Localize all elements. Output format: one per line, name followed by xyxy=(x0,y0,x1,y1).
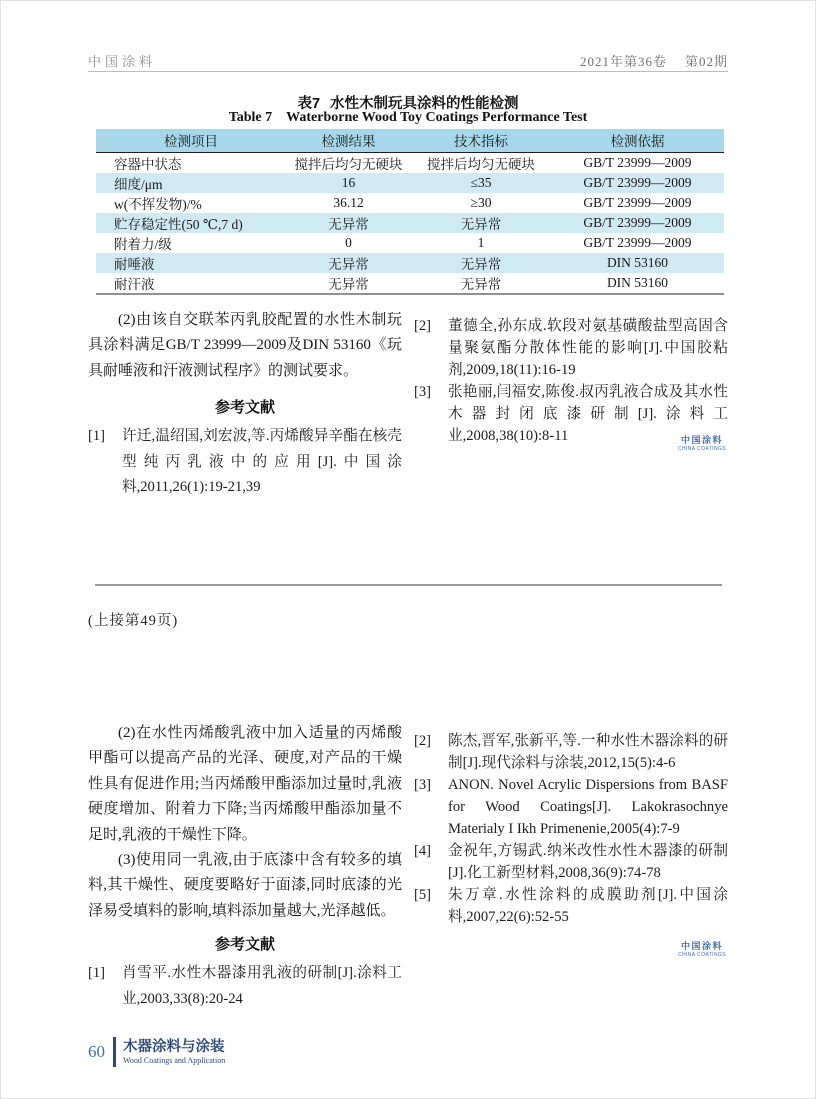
reference-text: 许迁,温绍国,刘宏波,等.丙烯酸异辛酯在核壳型纯丙乳液中的应用[J].中国涂料,2011,26(1):19-21,39 xyxy=(122,428,402,496)
section2-left-column xyxy=(88,721,402,1012)
references-heading: 参考文献 xyxy=(214,936,275,954)
reference-text: 张艳丽,闫福安,陈俊.叔丙乳液合成及其水性木器封闭底漆研制[J].涂料工业,2008,38(10):8-11 xyxy=(448,384,728,444)
table-cell: 1 xyxy=(477,234,485,250)
reference-number: [5] xyxy=(414,887,432,903)
section1-left-column xyxy=(88,308,402,500)
reference-item xyxy=(88,424,402,500)
reference-number: [1] xyxy=(88,965,106,982)
table-row xyxy=(96,253,724,273)
conclusion-paragraph-3: (3)使用同一乳液,由于底漆中含有较多的填料,其干燥性、硬度要略好于面漆,同时底漆的光泽易受填料的影响,填料添加量越大,光泽越低。 xyxy=(88,852,402,919)
table-number-en: Table 7 xyxy=(228,110,273,125)
reference-item xyxy=(414,730,728,774)
reference-text: ANON. Novel Acrylic Dispersions from BASF for Wood Coatings[J]. Lakokrasochnye Materialy I Ikh Primenenie,2005(4):7-9 xyxy=(448,777,728,837)
table-cell: GB/T 23999—2009 xyxy=(583,194,692,210)
reference-text: 朱万章.水性涂料的成膜助剂[J].中国涂料,2007,22(6):52-55 xyxy=(448,887,728,925)
reference-number: [2] xyxy=(414,318,432,334)
table-cell: 耐汗液 xyxy=(114,276,155,292)
table-cell: 附着力/级 xyxy=(114,236,172,252)
col-header: 检测项目 xyxy=(96,129,286,152)
performance-table-wrap xyxy=(96,129,724,295)
conclusion-paragraph-2: (2)在水性丙烯酸乳液中加入适量的丙烯酸甲酯可以提高产品的光泽、硬度,对产品的干燥性具有促进作用;当丙烯酸甲酯添加过量时,乳液硬度增加、附着力下降;当丙烯酸甲酯添加量不足时,乳液的干燥性下降。 xyxy=(88,725,402,843)
reference-item xyxy=(414,884,728,928)
table-cell: 无异常 xyxy=(411,213,551,233)
table-cell: 36.12 xyxy=(333,194,364,210)
table-cell: 无异常 xyxy=(328,276,369,292)
article-divider-rule xyxy=(95,584,722,586)
table-cell: 无异常 xyxy=(460,276,502,292)
footer-divider-bar xyxy=(113,1037,116,1067)
logo-text-cn: 中国涂料 xyxy=(680,435,723,445)
table-cell: 细度/μm xyxy=(96,173,286,193)
table-cell: DIN 53160 xyxy=(551,253,724,273)
table-cell: ≤35 xyxy=(411,173,551,193)
reference-text: 董德全,孙东成.软段对氨基磺酸盐型高固含量聚氨酯分散体性能的影响[J].中国胶粘剂,2009,18(11):16-19 xyxy=(448,318,728,378)
continuation-note: (上接第49页) xyxy=(88,613,179,629)
logo-text-cn: 中国涂料 xyxy=(680,941,723,951)
table-cell: w(不挥发物)/% xyxy=(114,196,202,212)
table-cell: ≥30 xyxy=(470,194,492,210)
reference-item xyxy=(414,840,728,884)
reference-text: 金祝年,方锡武.纳米改性水性木器漆的研制[J].化工新型材料,2008,36(9):74-78 xyxy=(448,843,728,881)
reference-number: [2] xyxy=(414,733,432,749)
table-cell: GB/T 23999—2009 xyxy=(583,154,692,170)
logo-text-en: CHINA COATINGS xyxy=(677,952,726,958)
reference-item xyxy=(414,774,728,840)
table-cell: 搅拌后均匀无硬块 xyxy=(427,156,535,172)
table-title-en xyxy=(88,110,728,126)
table-cell: GB/T 23999—2009 xyxy=(583,234,692,250)
reference-number: [1] xyxy=(88,428,106,445)
table-row xyxy=(96,273,724,294)
table-cell: 0 xyxy=(345,234,352,250)
volume-label: 2021年第36卷 xyxy=(579,54,667,69)
china-coatings-logo xyxy=(674,436,730,452)
table-cell: GB/T 23999—2009 xyxy=(551,173,724,193)
table-row xyxy=(96,152,724,173)
volume-issue xyxy=(580,51,728,70)
table-cell: 无异常 xyxy=(286,213,411,233)
footer-section-en: Wood Coatings and Application xyxy=(123,1055,226,1065)
china-coatings-logo xyxy=(674,942,730,958)
running-head xyxy=(88,52,728,70)
table-caption-cn: 水性木制玩具涂料的性能检测 xyxy=(330,96,519,112)
table-cell: 16 xyxy=(286,173,411,193)
reference-item xyxy=(88,961,402,1012)
table-row xyxy=(96,233,724,253)
table-cell: 无异常 xyxy=(411,253,551,273)
reference-item xyxy=(414,315,728,381)
table-cell: 容器中状态 xyxy=(114,156,182,172)
page-footer xyxy=(88,1037,225,1067)
issue-label: 第02期 xyxy=(684,54,728,69)
table-row xyxy=(96,213,724,233)
table-cell: 无异常 xyxy=(286,253,411,273)
section1-right-column xyxy=(414,315,728,447)
col-header: 技术指标 xyxy=(411,129,551,152)
table-cell: DIN 53160 xyxy=(606,274,669,290)
journal-name: 中国涂料 xyxy=(88,54,157,69)
logo-text-en: CHINA COATINGS xyxy=(677,446,726,452)
table-number-cn: 表7 xyxy=(297,96,321,112)
footer-section-cn: 木器涂料与涂装 xyxy=(123,1038,225,1055)
conclusion-paragraph-2: (2)由该自交联苯丙乳胶配置的水性木制玩具涂料满足GB/T 23999—2009及DIN 53160《玩具耐唾液和汗液测试程序》的测试要求。 xyxy=(88,312,402,379)
table-cell: 贮存稳定性(50 ℃,7 d) xyxy=(96,213,286,233)
table-row xyxy=(96,193,724,213)
section2-right-column xyxy=(414,730,728,928)
reference-number: [3] xyxy=(414,384,432,400)
table-header-row xyxy=(96,129,724,152)
col-header: 检测结果 xyxy=(286,129,411,152)
footer-section-block xyxy=(123,1039,225,1066)
reference-text: 肖雪平.水性木器漆用乳液的研制[J].涂料工业,2003,33(8):20-24 xyxy=(122,965,402,1007)
reference-text: 陈杰,晋军,张新平,等.一种水性木器涂料的研制[J].现代涂料与涂装,2012,15(5):4-6 xyxy=(448,733,728,771)
col-header: 检测依据 xyxy=(551,129,724,152)
page-number: 60 xyxy=(88,1042,105,1061)
reference-number: [3] xyxy=(414,777,432,793)
references-heading: 参考文献 xyxy=(214,399,275,417)
reference-number: [4] xyxy=(414,843,432,859)
performance-table xyxy=(96,129,724,295)
table-cell: 耐唾液 xyxy=(96,253,286,273)
table-cell: 搅拌后均匀无硬块 xyxy=(294,156,403,172)
table-row xyxy=(96,173,724,193)
header-rule xyxy=(88,71,728,72)
table-caption-en: Waterborne Wood Toy Coatings Performance Test xyxy=(286,110,588,125)
table-cell: GB/T 23999—2009 xyxy=(551,213,724,233)
